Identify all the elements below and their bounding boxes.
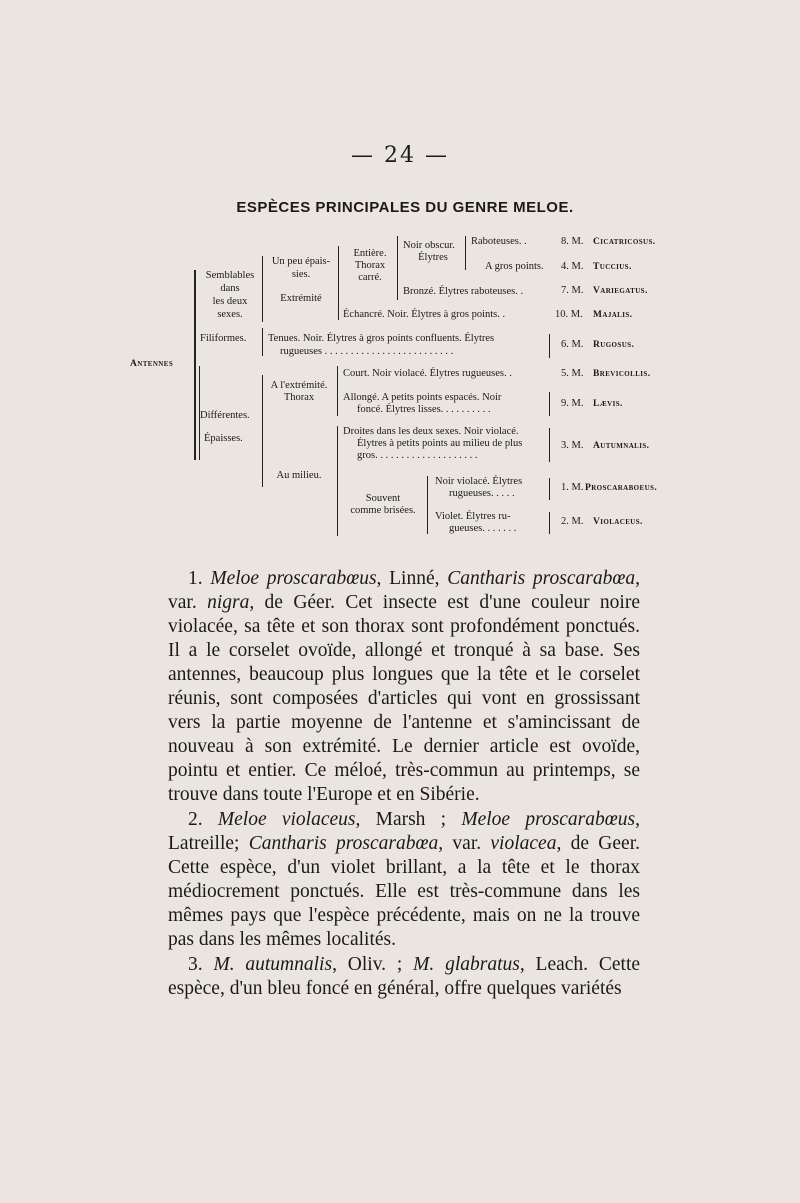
key-court: Court. Noir violacé. Élytres rugueuses. .: [343, 368, 512, 379]
paragraph-1: 1. Meloe proscarabœus, Linné, Cantharis proscarabœa, var. nigra, de Géer. Cet insecte est d'une couleur noire violacée, sa tête et son thorax sont profondément ponctués. Il a le corselet ovoïde, allongé et tronqué à sa base. Ses antennes, beaucoup plus longues que la tête et le corselet réunis, sont composées d'articles qui vont en grossissant vers la partie moyenne de l'antenne et s'amincissant de nouveau à son extrémité. Le dernier article est ovoïde, pointu et entier. Ce méloé, très-commun au printemps, se trouve dans toute l'Europe et en Sibérie.: [168, 568, 640, 805]
brace-droites: [549, 428, 550, 462]
key-entiere: Entière.: [353, 248, 387, 259]
key-noir-obscur: Noir obscur.: [403, 240, 455, 251]
key-violet-1: Violet. Élytres ru-: [435, 511, 511, 522]
body-text: [168, 567, 640, 1001]
key-semblables: Semblables: [205, 270, 255, 281]
species-num: 4. M.: [561, 261, 584, 272]
page-title: ESPÈCES PRINCIPALES DU GENRE MELOE.: [236, 199, 574, 216]
key-tenues: Tenues. Noir. Élytres à gros points confluents. Élytres: [268, 333, 495, 344]
species-name: Proscaraboeus.: [585, 483, 658, 493]
brace-antennes: [194, 270, 196, 460]
brace-semblables: [262, 256, 263, 322]
species-num: 2. M.: [561, 516, 584, 527]
species-num: 3. M.: [561, 440, 584, 451]
brace-allonge: [549, 392, 550, 416]
key-echancre: Échancré. Noir. Élytres à gros points. .: [343, 309, 506, 320]
key-carre: carré.: [358, 272, 382, 283]
key-elytres: Élytres: [418, 252, 448, 263]
brace-differentes: [199, 366, 200, 460]
key-epaisses: Épaisses.: [204, 433, 243, 444]
brace-thorax2: [337, 366, 338, 416]
species-name: Violaceus.: [593, 517, 643, 527]
species-num: 5. M.: [561, 368, 584, 379]
species-num: 7. M.: [561, 285, 584, 296]
key-noir-violace-1: Noir violacé. Élytres: [435, 476, 523, 487]
key-allonge-2: foncé. Élytres lisses. . . . . . . . . .: [357, 404, 491, 415]
brace-noir-violace: [549, 478, 550, 500]
key-raboteuses: Raboteuses. .: [471, 236, 527, 247]
key-un-peu: Un peu épais-: [271, 256, 331, 267]
key-sies: sies.: [291, 269, 311, 280]
species-name: Majalis.: [593, 310, 633, 320]
species-name: Tuccius.: [593, 262, 632, 272]
key-differentes: Différentes.: [200, 410, 250, 421]
brace-extremite: [338, 246, 339, 320]
key-a-gros-points: A gros points.: [485, 261, 544, 272]
key-souvent: Souvent: [365, 493, 401, 504]
species-name: Autumnalis.: [593, 441, 650, 451]
species-name: Variegatus.: [593, 286, 648, 296]
key-noir-violace-2: rugueuses. . . . .: [449, 488, 515, 499]
key-thorax: Thorax: [354, 260, 386, 271]
species-name: Rugosus.: [593, 340, 635, 350]
key-extremite: Extrémité: [280, 293, 322, 304]
brace-filiformes: [262, 328, 263, 356]
key-filiformes: Filiformes.: [200, 333, 247, 344]
key-comme-brisees: comme brisées.: [350, 505, 416, 516]
species-num: 6. M.: [561, 339, 584, 350]
key-a-lextremite: A l'extrémité.: [270, 380, 328, 391]
key-droites-2: Élytres à petits points au milieu de plus: [357, 438, 523, 449]
key-les-deux: les deux: [212, 296, 248, 307]
page-number: — 24 —: [351, 143, 449, 168]
species-name: Lævis.: [593, 399, 623, 409]
brace-violet: [549, 512, 550, 534]
brace-thorax: [397, 236, 398, 300]
key-thorax2: Thorax: [283, 392, 315, 403]
paragraph-3: 3. M. autumnalis, Oliv. ; M. glabratus, Leach. Cette espèce, d'un bleu foncé en général, offre quelques variétés: [168, 954, 641, 999]
brace-epaisses: [262, 375, 263, 487]
key-au-milieu: Au milieu.: [276, 470, 322, 481]
key-droites-1: Droites dans les deux sexes. Noir violacé.: [343, 426, 519, 437]
species-num: 10. M.: [555, 309, 583, 320]
key-bronze: Bronzé. Élytres raboteuses. .: [403, 286, 524, 297]
key-droites-3: gros. . . . . . . . . . . . . . . . . . . .: [357, 450, 478, 461]
species-name: Brevicollis.: [593, 369, 651, 379]
key-rugueuses: rugueuses . . . . . . . . . . . . . . . . . . . . . . . . .: [280, 346, 454, 357]
species-num: 9. M.: [561, 398, 584, 409]
brace-elytres: [465, 236, 466, 270]
brace-brisees: [427, 476, 428, 534]
key-dans: dans: [220, 283, 240, 294]
species-num: 8. M.: [561, 236, 584, 247]
key-violet-2: gueuses. . . . . . .: [449, 523, 517, 534]
key-allonge-1: Allongé. A petits points espacés. Noir: [343, 392, 502, 403]
paragraph-2: 2. Meloe violaceus, Marsh ; Meloe proscarabœus, Latreille; Cantharis proscarabœa, var. violacea, de Geer. Cette espèce, d'un violet brillant, a la tête et le thorax médiocrement ponctués. Elle est très-commune dans les mêmes pays que l'espèce précédente, mais on ne la trouve pas dans les mêmes localités.: [168, 809, 640, 950]
species-name: Cicatricosus.: [593, 237, 656, 247]
brace-au-milieu: [337, 426, 338, 536]
species-num: 1. M.: [561, 482, 584, 493]
key-sexes: sexes.: [217, 309, 243, 320]
brace-tenues: [549, 334, 550, 358]
key-antennes: Antennes: [130, 359, 174, 369]
